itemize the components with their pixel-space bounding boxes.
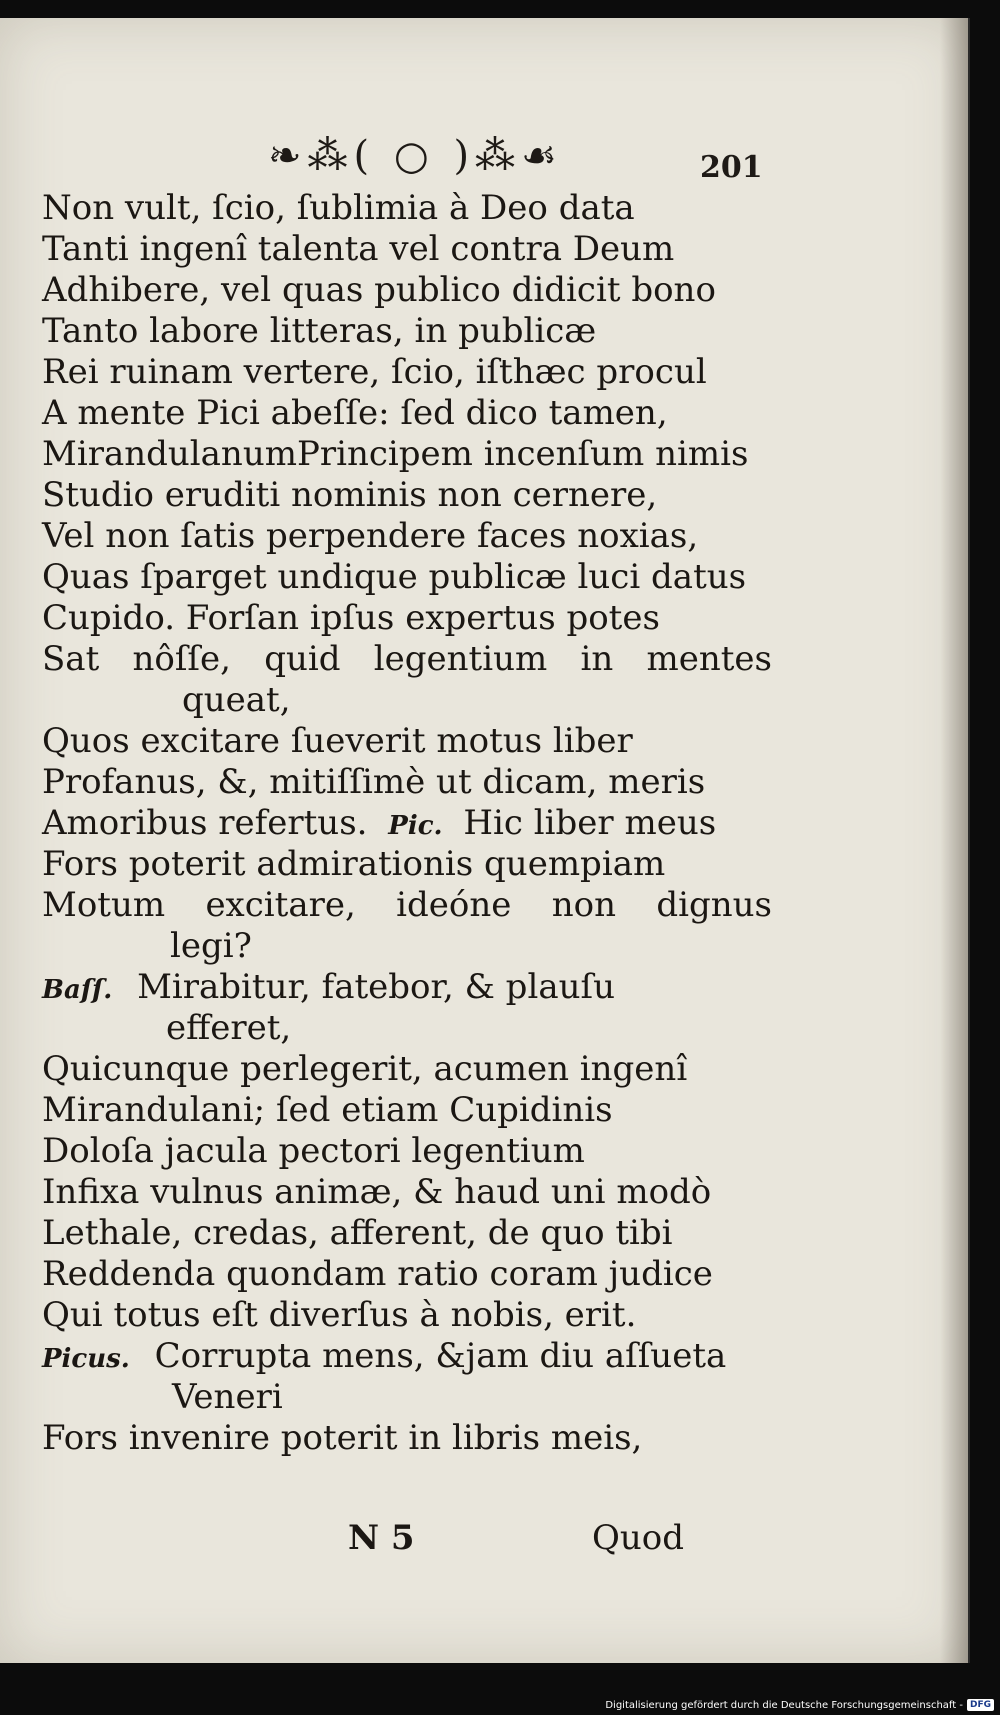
verse-line: Infixa vulnus animæ, & haud uni modò xyxy=(42,1172,712,1212)
verse-line-continuation: legi? xyxy=(170,926,252,966)
verse-text xyxy=(42,188,772,1459)
verse-line-with-speaker xyxy=(42,803,772,844)
verse-fragment: Mirabitur, fatebor, & plauſu xyxy=(137,967,615,1007)
verse-line: MirandulanumPrincipem incenſum nimis xyxy=(42,434,749,474)
verse-line: Mirandulani; ſed etiam Cupidinis xyxy=(42,1090,613,1130)
page-header xyxy=(0,128,968,188)
header-ornament: ❧⁂( ○ )⁂☙ xyxy=(268,133,563,179)
verse-line: Doloſa jacula pectori legentium xyxy=(42,1131,585,1171)
verse-line-with-speaker xyxy=(42,1336,772,1377)
signature-mark: N 5 xyxy=(348,1518,415,1558)
verse-line: Fors poterit admirationis quempiam xyxy=(42,844,666,884)
verse-line: Quos excitare ſueverit motus liber xyxy=(42,721,633,761)
catchword: Quod xyxy=(592,1518,685,1558)
verse-line: A mente Pici abeſſe: ſed dico tamen, xyxy=(42,393,668,433)
verse-line: Fors invenire poterit in libris meis, xyxy=(42,1418,643,1458)
verse-line: Adhibere, vel quas publico didicit bono xyxy=(42,270,716,310)
verse-line-with-speaker xyxy=(42,967,772,1008)
verse-line: Quicunque perlegerit, acumen ingenî xyxy=(42,1049,688,1089)
verse-line: Reddenda quondam ratio coram judice xyxy=(42,1254,713,1294)
digitization-credit xyxy=(605,1699,994,1711)
verse-fragment: Corrupta mens, &jam diu aſſueta xyxy=(154,1336,727,1376)
verse-line: Tanti ingenî talenta vel contra Deum xyxy=(42,229,675,269)
verse-line: Lethale, credas, afferent, de quo tibi xyxy=(42,1213,673,1253)
verse-line: Studio eruditi nominis non cernere, xyxy=(42,475,658,515)
verse-fragment: Amoribus refertus. xyxy=(42,803,368,843)
verse-line-continuation: efferet, xyxy=(166,1008,292,1048)
verse-line-continuation: queat, xyxy=(182,680,291,720)
dfg-logo-icon: DFG xyxy=(967,1699,994,1711)
verse-fragment: Hic liber meus xyxy=(463,803,717,843)
page-footer xyxy=(0,1518,968,1568)
verse-line: Sat nôſſe, quid legentium in mentes xyxy=(42,639,772,679)
verse-line: Profanus, &, mitiſſimè ut dicam, meris xyxy=(42,762,706,802)
speaker-label-pic: Pic. xyxy=(388,811,443,841)
verse-line: Cupido. Forſan ipſus expertus potes xyxy=(42,598,660,638)
verse-line: Motum excitare, ideóne non dignus xyxy=(42,885,772,925)
page-number: 201 xyxy=(700,150,763,185)
verse-line: Rei ruinam vertere, ſcio, iſthæc procul xyxy=(42,352,707,392)
book-page xyxy=(0,18,970,1663)
verse-line: Qui totus eſt diverſus à nobis, erit. xyxy=(42,1295,637,1335)
verse-line-continuation: Veneri xyxy=(172,1377,283,1417)
verse-line: Quas ſparget undique publicæ luci datus xyxy=(42,557,747,597)
credit-text: Digitalisierung gefördert durch die Deutsche Forschungsgemeinschaft - xyxy=(605,1699,963,1711)
verse-line: Non vult, ſcio, ſublimia à Deo data xyxy=(42,188,635,228)
verse-line: Vel non ſatis perpendere faces noxias, xyxy=(42,516,699,556)
verse-line: Tanto labore litteras, in publicæ xyxy=(42,311,597,351)
speaker-label-picus: Picus. xyxy=(42,1344,130,1374)
speaker-label-bass: Baſſ. xyxy=(42,975,113,1005)
